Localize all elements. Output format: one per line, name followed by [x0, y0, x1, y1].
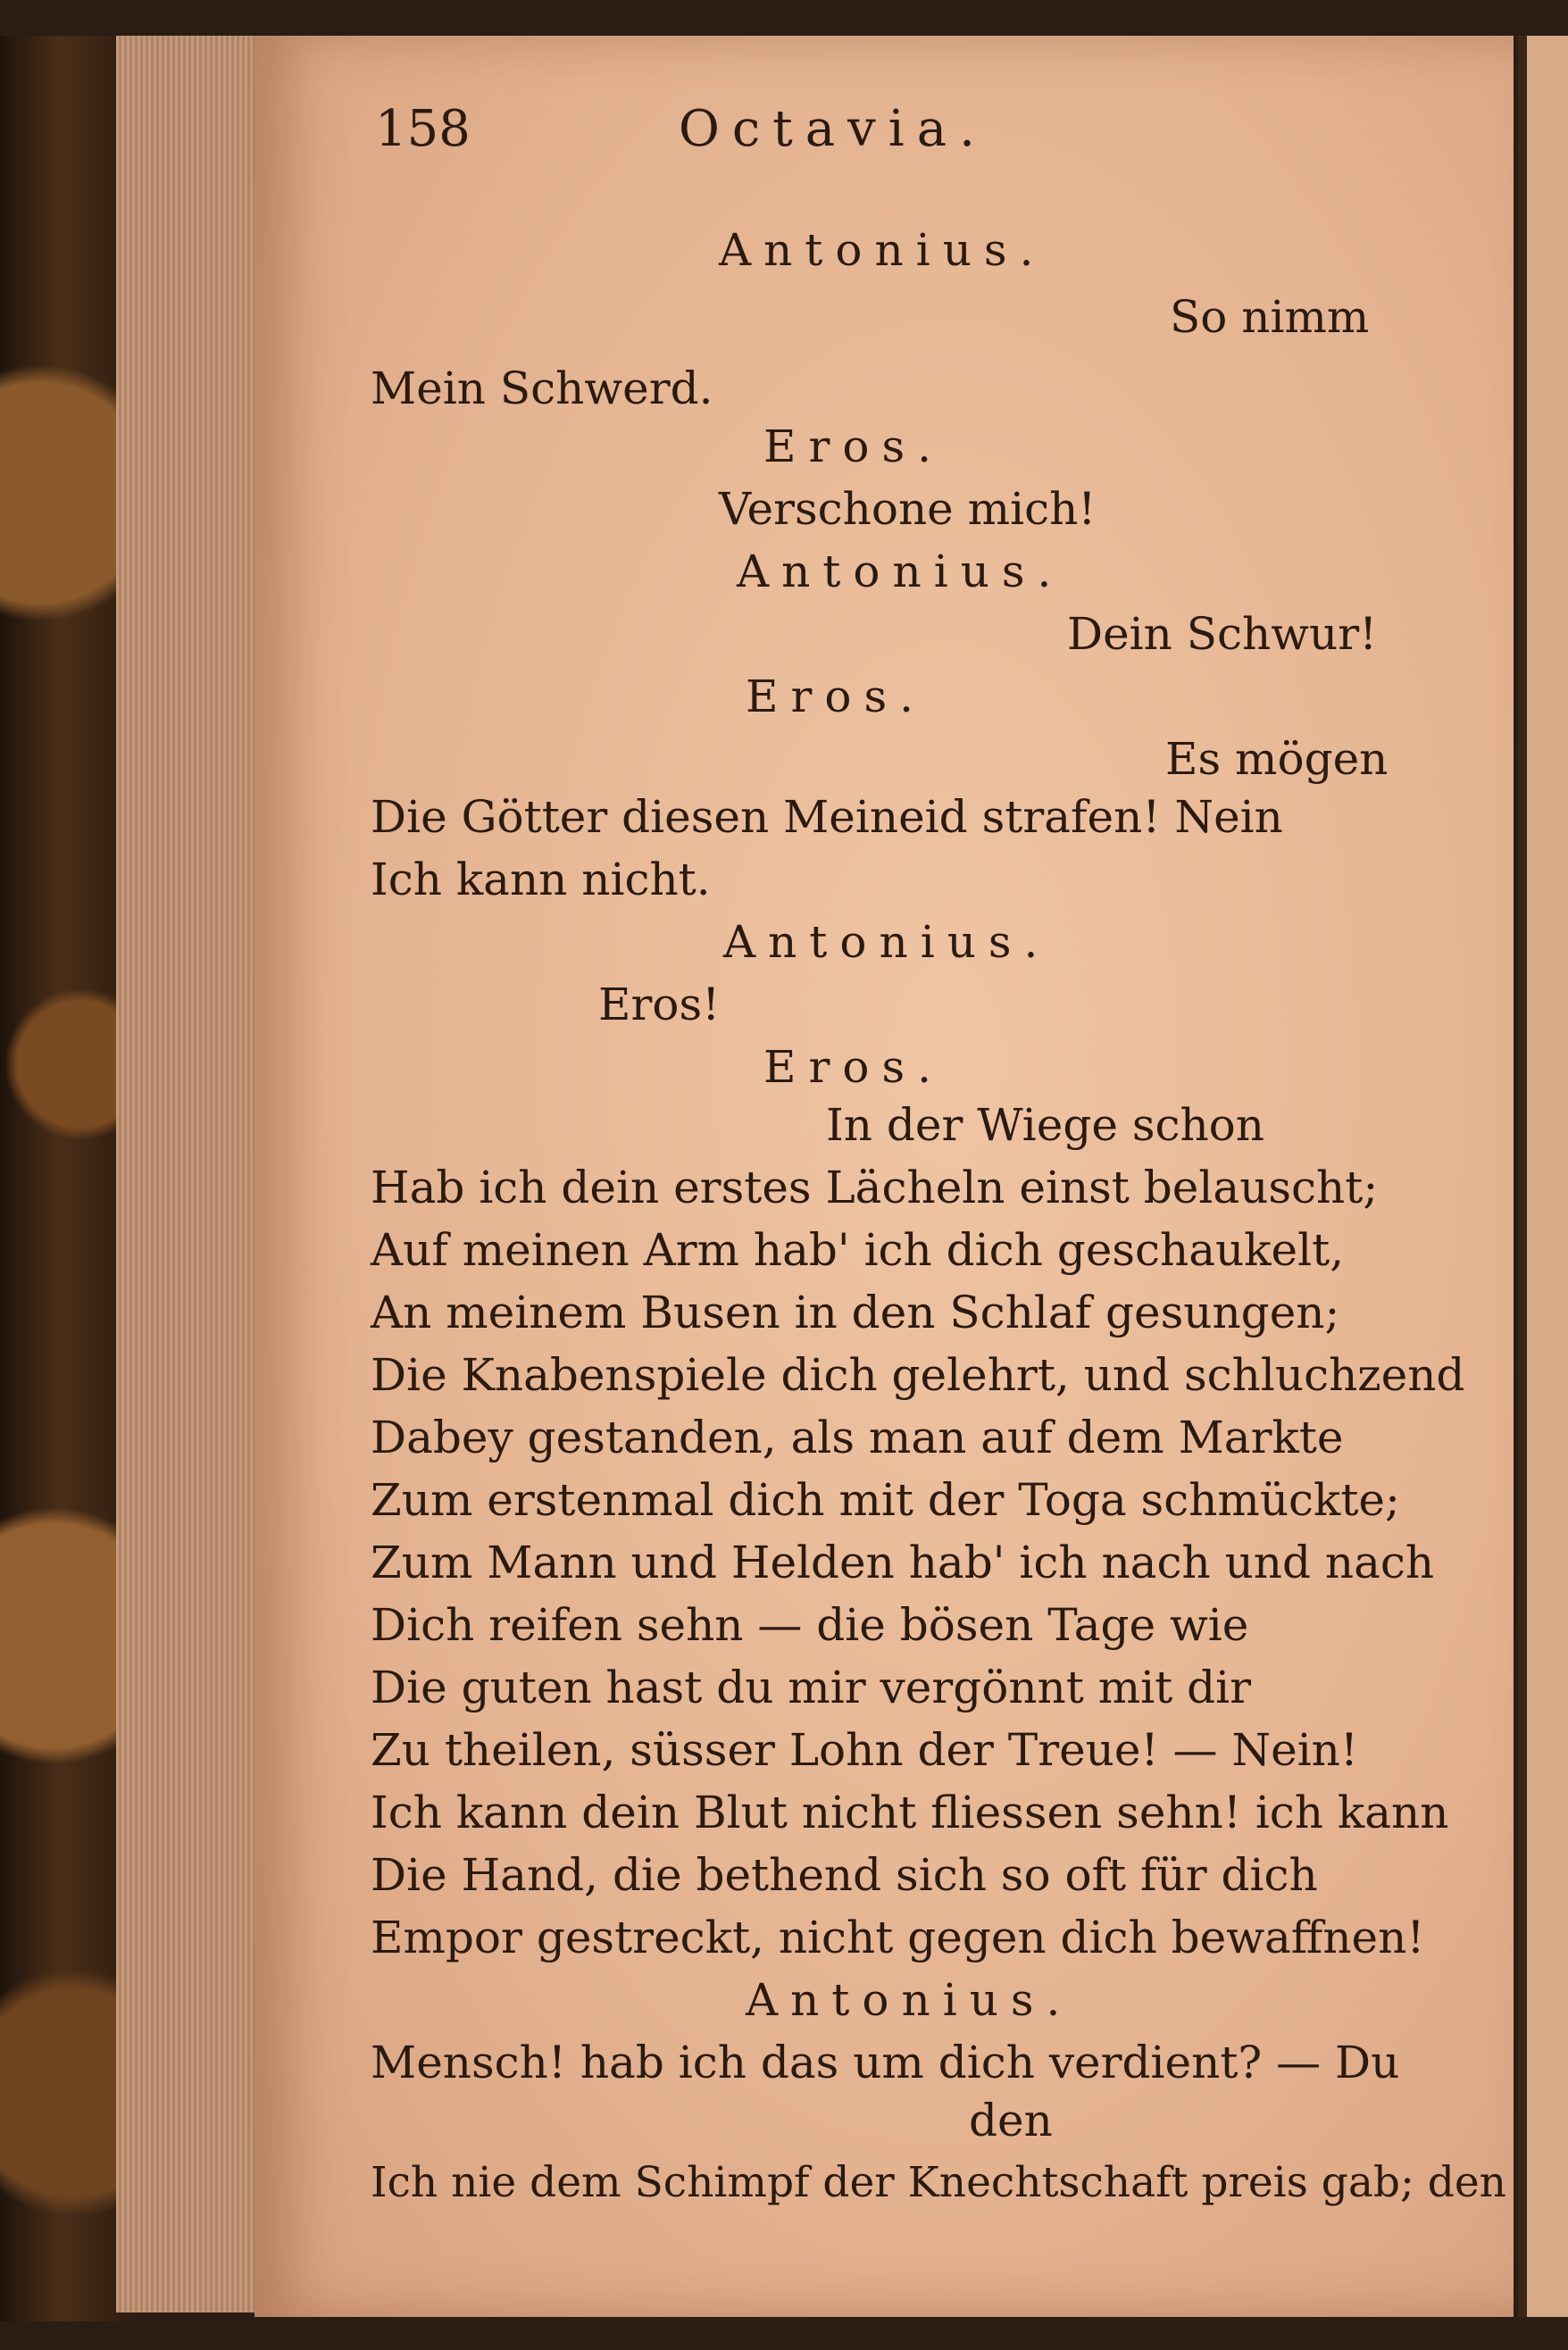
verse-line: Verschone mich! — [719, 483, 1097, 535]
verse-line: Die Götter diesen Meineid strafen! Nein — [371, 791, 1283, 843]
verse-line: An meinem Busen in den Schlaf gesungen; — [371, 1287, 1340, 1338]
verse-line: Mein Schwerd. — [371, 362, 713, 414]
page-number: 158 — [375, 100, 471, 158]
book-cover — [0, 36, 134, 2321]
facing-page-edge — [1518, 36, 1568, 2317]
verse-line: Zu theilen, süsser Lohn der Treue! — Nein! — [371, 1724, 1358, 1776]
speaker-name: Antonius. — [746, 1974, 1073, 2026]
verse-line: Empor gestreckt, nicht gegen dich bewaffnen! — [371, 1912, 1425, 1963]
speaker-name: Antonius. — [719, 224, 1047, 276]
verse-line: Es mögen — [1165, 733, 1389, 785]
speaker-name: Antonius. — [737, 546, 1064, 597]
verse-line: Ich nie dem Schimpf der Knechtschaft preis gab; den — [371, 2158, 1506, 2207]
verse-line: In der Wiege schon — [826, 1099, 1264, 1151]
verse-line: Die Hand, die bethend sich so oft für dich — [371, 1849, 1318, 1901]
speaker-name: Eros. — [763, 421, 945, 472]
verse-line: Eros! — [598, 979, 721, 1030]
verse-line: Ich kann dein Blut nicht fliessen sehn! ich kann — [371, 1787, 1449, 1838]
verse-line: Zum erstenmal dich mit der Toga schmückte; — [371, 1474, 1400, 1526]
page-edges — [116, 36, 268, 2312]
verse-line: Die Knabenspiele dich gelehrt, und schluchzend — [371, 1349, 1465, 1401]
verse-line: So nimm — [1170, 291, 1370, 343]
verse-line: Die guten hast du mir vergönnt mit dir — [371, 1662, 1252, 1713]
speaker-name: Eros. — [746, 671, 927, 722]
verse-line: den — [969, 2095, 1053, 2146]
verse-line: Dein Schwur! — [1067, 608, 1378, 660]
verse-line: Mensch! hab ich das um dich verdient? — Du — [371, 2037, 1400, 2088]
verse-line: Auf meinen Arm hab' ich dich geschaukelt, — [371, 1224, 1345, 1276]
speaker-name: Eros. — [763, 1041, 945, 1093]
book-page — [254, 36, 1514, 2317]
verse-line: Ich kann nicht. — [371, 854, 711, 905]
verse-line: Zum Mann und Helden hab' ich nach und nach — [371, 1537, 1435, 1588]
speaker-name: Antonius. — [723, 916, 1051, 968]
verse-line: Dich reifen sehn — die bösen Tage wie — [371, 1599, 1249, 1651]
running-title: Octavia. — [679, 100, 988, 158]
verse-line: Hab ich dein erstes Lächeln einst belauscht; — [371, 1162, 1379, 1213]
verse-line: Dabey gestanden, als man auf dem Markte — [371, 1412, 1344, 1463]
